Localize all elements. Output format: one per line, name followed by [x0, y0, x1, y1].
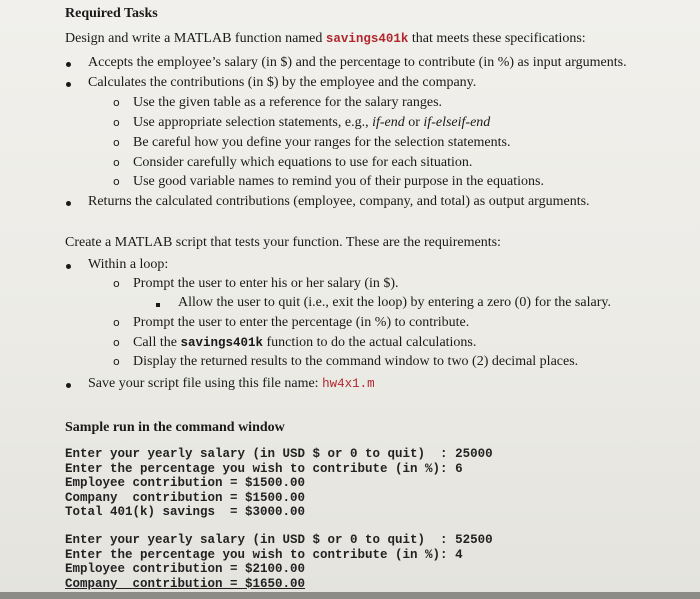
- if-end-text: if-end: [372, 115, 405, 130]
- console-line: Company contribution = $1650.00: [65, 576, 306, 591]
- intro-suffix: that meets these specifications:: [408, 31, 586, 46]
- bullet-icon: [66, 264, 71, 269]
- save-instruction: [88, 376, 375, 392]
- sub-item-variables: Use good variable names to remind you of their purpose in the equations.: [133, 174, 544, 189]
- quit-instruction: Allow the user to quit (i.e., exit the loop) by entering a zero (0) for the salary.: [178, 295, 611, 310]
- call-function: [133, 335, 476, 351]
- intro-line: [65, 31, 586, 47]
- sub-item-selection: [133, 115, 490, 131]
- prompt-salary: Prompt the user to enter his or her salary (in $).: [133, 276, 399, 291]
- bullet-icon: [66, 201, 71, 206]
- save-prefix: Save your script file using this file name:: [88, 376, 323, 391]
- sub-item-ranges: Be careful how you define your ranges for the selection statements.: [133, 135, 511, 150]
- page-bottom-edge: [0, 592, 700, 599]
- sample-run-1: [65, 447, 493, 520]
- if-elseif-end-text: if-elseif-end: [423, 115, 491, 130]
- square-bullet-icon: [156, 303, 160, 307]
- selection-prefix: Use appropriate selection statements, e.g.,: [133, 115, 373, 130]
- script-filename: hw4x1.m: [322, 377, 375, 391]
- page-heading: Required Tasks: [65, 6, 158, 21]
- bullet-loop: Within a loop:: [88, 257, 169, 272]
- display-results: Display the returned results to the command window to two (2) decimal places.: [133, 354, 579, 369]
- console-line: Company contribution = $1500.00: [65, 490, 306, 505]
- bullet-calculates: Calculates the contributions (in $) by the employee and the company.: [88, 75, 477, 90]
- console-line: Enter your yearly salary (in USD $ or 0 to quit) : 25000: [65, 447, 493, 461]
- console-line: Enter the percentage you wish to contribute (in %): 6: [65, 461, 463, 476]
- script-intro: Create a MATLAB script that tests your function. These are the requirements:: [65, 235, 501, 250]
- call-function-name: savings401k: [180, 336, 263, 350]
- bullet-icon: [66, 82, 71, 87]
- call-prefix: Call the: [133, 335, 181, 350]
- circle-bullet-icon: o: [113, 355, 120, 368]
- circle-bullet-icon: o: [113, 336, 120, 349]
- selection-or: or: [404, 115, 424, 130]
- circle-bullet-icon: o: [113, 136, 120, 149]
- console-line: Employee contribution = $1500.00: [65, 476, 306, 490]
- intro-prefix: Design and write a MATLAB function named: [65, 31, 326, 46]
- circle-bullet-icon: o: [113, 96, 120, 109]
- sample-run-2: [65, 533, 493, 591]
- bullet-accepts: Accepts the employee’s salary (in $) and the percentage to contribute (in %) as input arguments.: [88, 55, 627, 70]
- circle-bullet-icon: o: [113, 175, 120, 188]
- bullet-icon: [66, 383, 71, 388]
- console-line: Employee contribution = $2100.00: [65, 562, 306, 576]
- circle-bullet-icon: o: [113, 316, 120, 329]
- circle-bullet-icon: o: [113, 277, 120, 290]
- circle-bullet-icon: o: [113, 156, 120, 169]
- prompt-percentage: Prompt the user to enter the percentage (in %) to contribute.: [133, 315, 470, 330]
- circle-bullet-icon: o: [113, 116, 120, 129]
- sub-item-table: Use the given table as a reference for the salary ranges.: [133, 95, 443, 110]
- function-name: savings401k: [325, 32, 409, 46]
- console-line: Enter the percentage you wish to contribute (in %): 4: [65, 547, 463, 562]
- sample-heading: Sample run in the command window: [65, 420, 285, 435]
- console-line: Enter your yearly salary (in USD $ or 0 to quit) : 52500: [65, 533, 493, 547]
- bullet-icon: [66, 62, 71, 67]
- sub-item-equations: Consider carefully which equations to use for each situation.: [133, 155, 473, 170]
- bullet-returns: Returns the calculated contributions (employee, company, and total) as output arguments.: [88, 194, 590, 209]
- call-suffix: function to do the actual calculations.: [262, 335, 477, 350]
- console-line: Total 401(k) savings = $3000.00: [65, 505, 306, 519]
